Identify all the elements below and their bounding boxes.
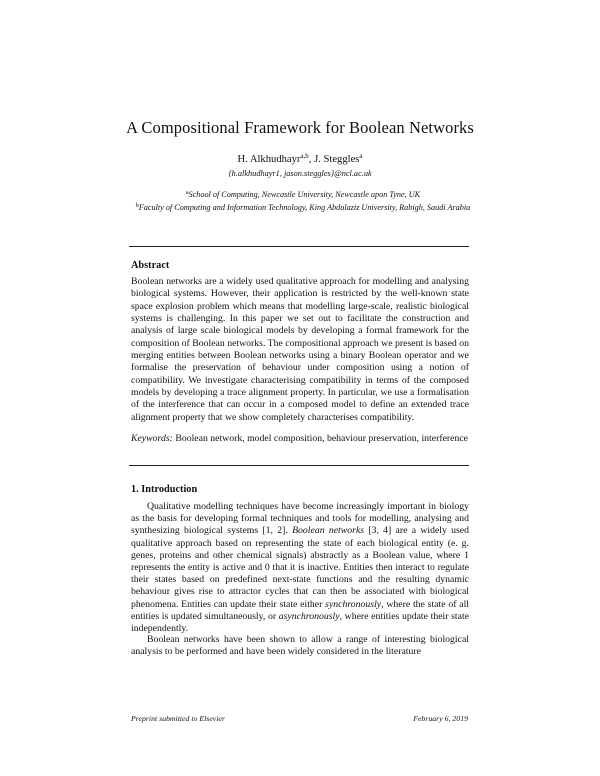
author-affil-mark: a,b: [300, 152, 309, 160]
affiliation-text: School of Computing, Newcastle University, Newcastle upon Tyne, UK: [188, 190, 421, 199]
intro-paragraph-2: Boolean networks have been shown to allow a range of interesting biological analysis to be performed and have been widely considered in the literature: [131, 634, 469, 658]
affiliations: [128, 188, 478, 214]
author-emails: {h.alkhudhayr1, jason.steggles}@ncl.ac.uk: [228, 169, 372, 178]
author-line: [0, 152, 600, 165]
abstract-text: Boolean networks are a widely used qualitative approach for modelling and analysing biological systems. However, their application is restricted by the well-known state space explosion problem which means that modelling large-scale, realistic biological systems is challenging. In this paper we set out to facilitate the construction and analysis of large scale biological models by developing a formal framework for the composition of Boolean networks. The compositional approach we present is based on merging entities between Boolean networks using a binary Boolean operator and we formalise the preservation of behaviour under composition using a notion of compatibility. We investigate characterising compatibility in terms of the composed models by developing a trace alignment property. In particular, we use a formalisation of the interference that can occur in a composed model to define an extended trace alignment property that we show completely characterises compatibility.: [131, 276, 469, 423]
abstract-top-rule: [129, 246, 469, 247]
abstract-bottom-rule: [129, 465, 469, 466]
footer-date: February 6, 2019: [413, 714, 468, 723]
author-affil-mark: a: [359, 152, 363, 160]
intro-p1-run: [3, 4] are a widely used qualitative approach based on representing the state of each biological entity (e. g. genes, proteins and other chemical signals) abstractly as a Boolean value, where 1 represents the entity is active and 0 that it is inactive. Entities then interact to regulate their states based on predefined next-state functions and the resulting dynamic behaviour gives rise to attractor cycles that can then be associated with biological phenomena. Entities can update their state either: [131, 525, 469, 610]
footer-preprint-note: Preprint submitted to Elsevier: [131, 714, 225, 723]
author-separator: ,: [308, 154, 315, 165]
intro-p1-run: , where the state of all entities is updated simultaneously, or: [131, 598, 469, 622]
keywords-text: Boolean network, model composition, behaviour preservation, interference: [175, 433, 469, 444]
abstract-heading: Abstract: [131, 260, 170, 271]
affiliation-text: Faculty of Computing and Information Technology, King Abdulaziz University, Rabigh, Saudi Arabia: [138, 202, 471, 212]
intro-p1-run-emphasis: Boolean networks: [292, 525, 365, 537]
intro-p1-run-emphasis: asynchronously: [278, 610, 340, 622]
affiliation-mark: a: [185, 190, 189, 196]
affiliation: [128, 188, 478, 201]
intro-p1-run: , where entities update their state independently.: [131, 610, 469, 635]
intro-p1-run: Qualitative modelling techniques have become increasingly important in biology as the basis for developing formal techniques and tools for modelling, analysing and synthesizing biological systems [1, 2].: [131, 501, 469, 537]
keywords: [131, 433, 469, 445]
section-heading-introduction: 1. Introduction: [131, 484, 198, 495]
affiliation-mark: b: [135, 202, 139, 209]
paper-title: A Compositional Framework for Boolean Networks: [126, 118, 474, 137]
author-name: H. Alkhudhayr: [237, 154, 301, 165]
intro-p1-run-emphasis: synchronously: [325, 598, 382, 610]
intro-paragraph-1: [131, 501, 469, 635]
keywords-label: Keywords:: [131, 433, 173, 444]
affiliation: [128, 201, 478, 214]
author-name: J. Steggles: [314, 154, 360, 165]
